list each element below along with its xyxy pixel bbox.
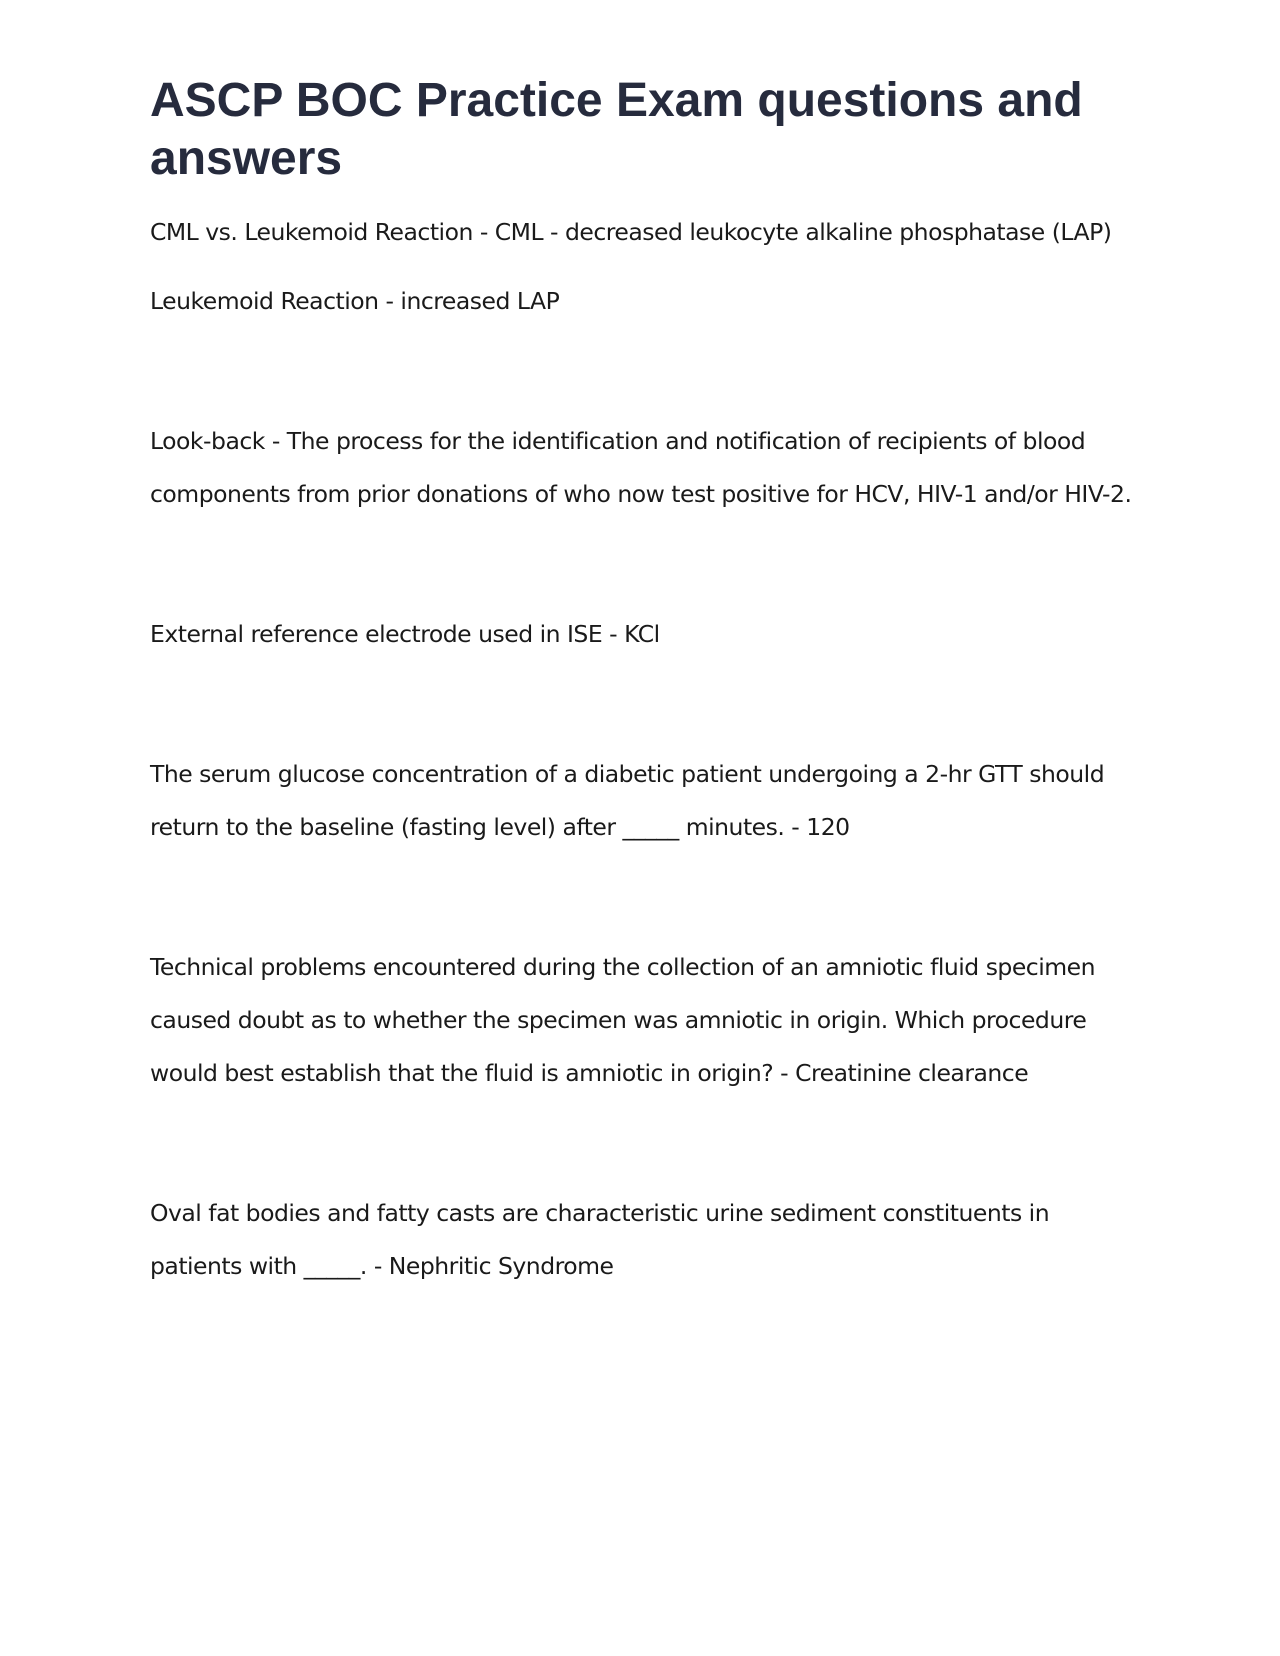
spacer xyxy=(150,259,1140,275)
spacer xyxy=(150,854,1140,941)
paragraph-glucose-gtt: The serum glucose concentration of a diabetic patient undergoing a 2-hr GTT should return to the baseline (fasting level) after _____ minutes. - 120 xyxy=(150,760,1105,841)
paragraph-oval-fat-bodies: Oval fat bodies and fatty casts are characteristic urine sediment constituents in patients with _____. - Nephritic Syndrome xyxy=(150,1199,1050,1280)
paragraph-ise-electrode: External reference electrode used in ISE - KCl xyxy=(150,620,660,648)
spacer xyxy=(150,328,1140,415)
paragraph-cml-leukemoid: CML vs. Leukemoid Reaction - CML - decreased leukocyte alkaline phosphatase (LAP) xyxy=(150,218,1112,246)
paragraph-amniotic-fluid: Technical problems encountered during the collection of an amniotic fluid specimen caused doubt as to whether the specimen was amniotic in origin. Which procedure would best establish that the fluid is amniotic in origin? - Creatinine clearance xyxy=(150,953,1096,1087)
spacer xyxy=(150,661,1140,748)
document-title: ASCP BOC Practice Exam questions and answers xyxy=(150,74,1083,185)
paragraph-leukemoid-lap: Leukemoid Reaction - increased LAP xyxy=(150,287,560,315)
document-page xyxy=(150,72,1140,1293)
spacer xyxy=(150,521,1140,608)
paragraph-look-back: Look-back - The process for the identification and notification of recipients of blood components from prior donations of who now test positive for HCV, HIV-1 and/or HIV-2. xyxy=(150,427,1132,508)
spacer xyxy=(150,1100,1140,1187)
